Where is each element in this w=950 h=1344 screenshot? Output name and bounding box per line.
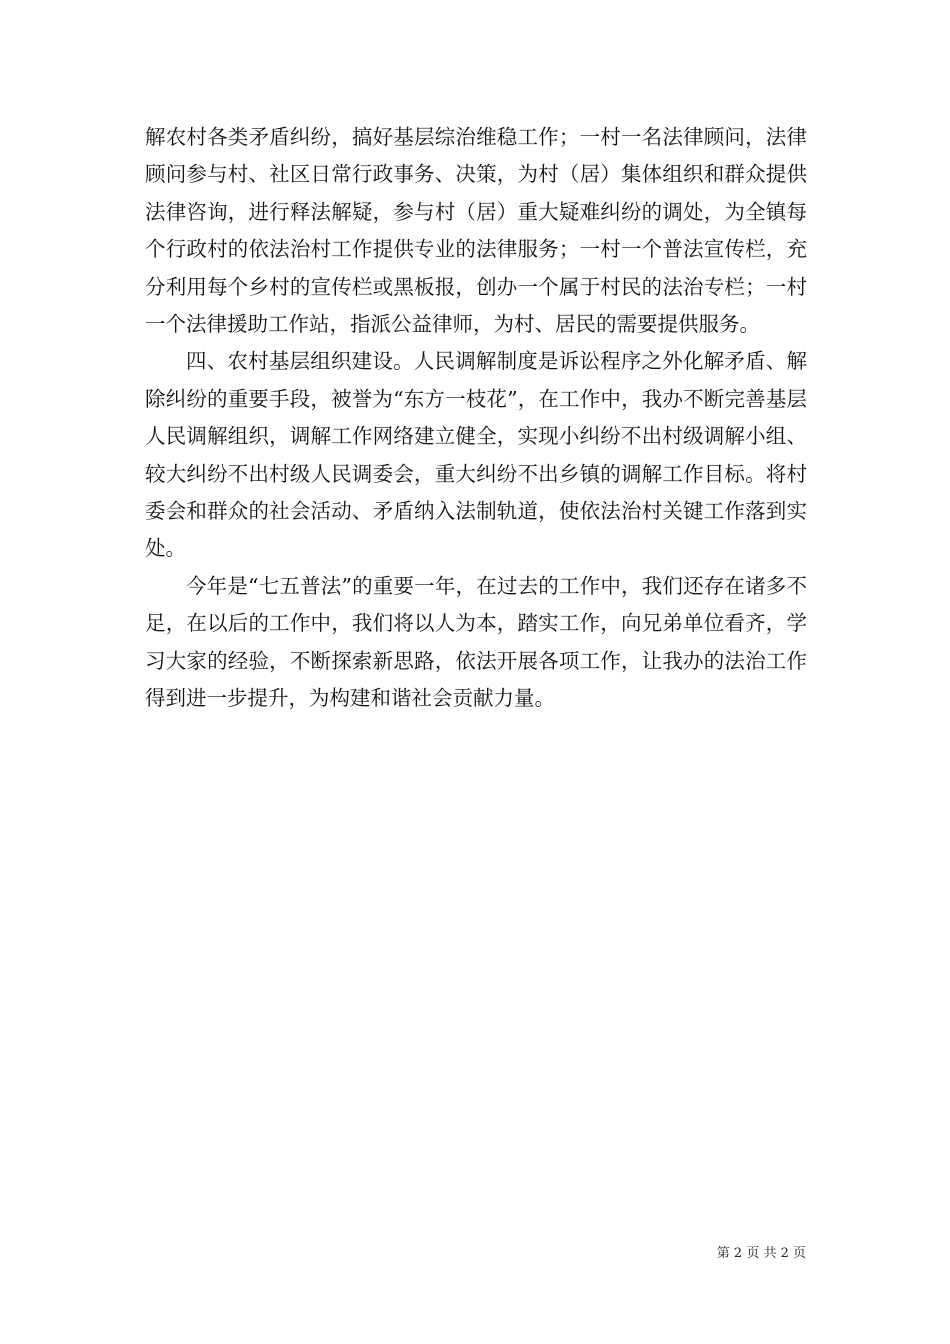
- document-body: [145, 119, 807, 718]
- paragraph-conclusion: 今年是“七五普法”的重要一年，在过去的工作中，我们还存在诸多不足，在以后的工作中，我们将以人为本，踏实工作，向兄弟单位看齐，学习大家的经验，不断探索新思路，依法开展各项工作，让我办的法治工作得到进一步提升，为构建和谐社会贡献力量。: [145, 573, 807, 711]
- paragraph-continued: 解农村各类矛盾纠纷，搞好基层综治维稳工作；一村一名法律顾问，法律顾问参与村、社区日常行政事务、决策，为村（居）集体组织和群众提供法律咨询，进行释法解疑，参与村（居）重大疑难纠纷的调处，为全镇每个行政村的依法治村工作提供专业的法律服务；一村一个普法宣传栏，充分利用每个乡村的宣传栏或黑板报，创办一个属于村民的法治专栏；一村一个法律援助工作站，指派公益律师，为村、居民的需要提供服务。: [145, 125, 807, 337]
- page-number-footer: 第 2 页 共 2 页: [716, 1246, 806, 1261]
- paragraph-rural-organization: 四、农村基层组织建设。人民调解制度是诉讼程序之外化解矛盾、解除纠纷的重要手段，被誉为“东方一枝花”，在工作中，我办不断完善基层人民调解组织，调解工作网络建立健全，实现小纠纷不出村级调解小组、较大纠纷不出村级人民调委会，重大纠纷不出乡镇的调解工作目标。将村委会和群众的社会活动、矛盾纳入法制轨道，使依法治村关键工作落到实处。: [145, 349, 807, 561]
